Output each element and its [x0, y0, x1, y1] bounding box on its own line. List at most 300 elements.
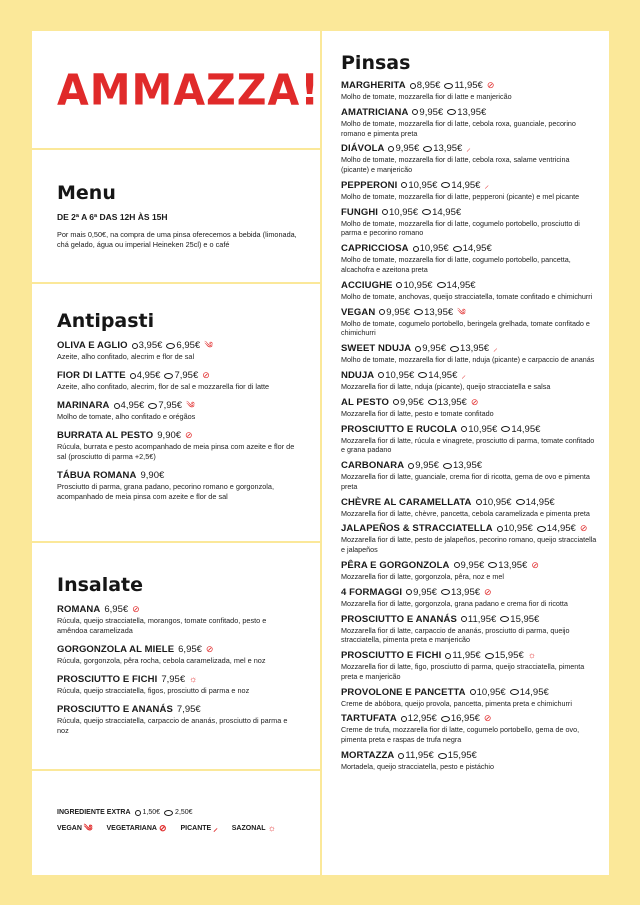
item-name: TARTUFATA [341, 713, 397, 725]
section-divider [32, 769, 320, 771]
item-description: Mozzarella fior di latte, gorgonzola, pêra, noz e mel [341, 571, 504, 581]
price-value: 14,95€ [432, 206, 462, 218]
menu-item [57, 704, 297, 736]
menu-item [341, 460, 599, 492]
item-header [341, 107, 599, 118]
small-size-icon [412, 109, 418, 115]
menu-item [341, 560, 599, 582]
extra-ingredient-row [57, 809, 307, 816]
item-price [414, 307, 453, 318]
item-header [341, 560, 599, 571]
price-value: 14,95€ [462, 243, 492, 255]
leaves-icon: ༄ [83, 823, 93, 833]
price-value: 10,95€ [468, 423, 498, 435]
item-name: FIOR DI LATTE [57, 370, 126, 382]
brand-logo: AMMAZZA! [57, 64, 320, 116]
item-price [114, 400, 145, 411]
large-size-icon [510, 689, 519, 695]
menu-item [341, 370, 599, 392]
item-price [444, 80, 482, 91]
price-value: 10,95€ [403, 279, 433, 291]
item-price [510, 687, 549, 698]
item-name: PROSCIUTTO E ANANÁS [341, 613, 457, 625]
item-price [161, 674, 185, 685]
large-size-icon [414, 309, 423, 315]
item-name: BURRATA AL PESTO [57, 430, 154, 442]
price-value: 9,95€ [422, 343, 447, 355]
price-value: 7,95€ [158, 400, 183, 412]
chili-icon: ⸝ [461, 369, 466, 380]
leaf-icon: ⊘ [185, 430, 193, 441]
small-size-icon [378, 372, 384, 378]
item-description: Molho de tomate, mozzarella fior di latte, cogumelo portobello, pancetta, alcachofra e azeitona preta [341, 255, 571, 275]
leaves-icon: ༄ [186, 400, 195, 411]
small-size-icon [461, 616, 467, 622]
menu-item [57, 674, 297, 696]
price-value: 15,95€ [447, 750, 477, 761]
large-size-icon [537, 526, 546, 532]
large-size-icon [164, 373, 173, 379]
item-price [157, 430, 181, 441]
small-size-icon [406, 589, 412, 595]
menu-item [341, 80, 599, 102]
price-value: 10,95€ [389, 206, 419, 218]
small-size-icon [454, 562, 460, 568]
insalate-list [57, 604, 297, 736]
price-value: 8,95€ [416, 80, 441, 91]
chili-icon: ⸝ [484, 179, 489, 190]
menu-item [341, 713, 599, 745]
item-price [488, 560, 527, 571]
large-size-icon [164, 810, 173, 816]
chili-icon: ⸝ [466, 143, 471, 154]
large-size-icon [423, 146, 432, 152]
item-header [341, 587, 599, 598]
item-header [341, 397, 599, 408]
item-header [57, 340, 297, 351]
item-name: PROSCIUTTO E RUCOLA [341, 423, 458, 435]
item-price [130, 370, 161, 381]
item-header [57, 430, 297, 441]
price-value: 7,95€ [161, 674, 186, 686]
item-description: Azeite, alho confitado, alecrim, flor de sal e mozzarella fior di latte [57, 382, 270, 392]
small-size-icon [413, 246, 419, 252]
item-price [401, 713, 437, 724]
price-value: 13,95€ [437, 396, 467, 408]
extra-label: INGREDIENTE EXTRA [57, 809, 131, 816]
menu-item [341, 397, 599, 419]
price-value: 6,95€ [178, 644, 202, 656]
item-name: CHÈVRE AL CARAMELLATA [341, 496, 472, 508]
item-header [341, 143, 599, 154]
menu-item [341, 650, 599, 682]
menu-item [57, 644, 297, 666]
item-description: Molho de tomate, anchovas, queijo stracciatella, tomate confitado e chimichurri [341, 291, 593, 301]
menu-note: Por mais 0,50€, na compra de uma pinsa oferecemos a bebida (limonada, chá gelado, água ou imperial Heineken 25cl) e o café [57, 230, 297, 250]
small-size-icon [401, 182, 407, 188]
chili-icon: ⸝ [213, 823, 218, 833]
price-value: 14,95€ [546, 523, 576, 535]
menu-item [57, 340, 297, 362]
price-value: 10,95€ [482, 496, 512, 508]
price-value: 10,95€ [476, 686, 506, 698]
item-name: NDUJA [341, 369, 375, 381]
item-price [148, 400, 182, 411]
small-size-icon [382, 209, 388, 215]
small-size-icon [410, 83, 416, 89]
large-size-icon [441, 716, 450, 722]
legend-vegan [57, 824, 93, 833]
item-name: SWEET NDUJA [341, 343, 412, 355]
menu-item [57, 604, 297, 636]
item-header [341, 750, 599, 761]
item-name: VEGAN [341, 306, 376, 318]
price-value: 7,95€ [174, 370, 199, 382]
item-header [341, 243, 599, 254]
price-value: 14,95€ [525, 496, 555, 508]
price-value: 10,95€ [419, 243, 449, 255]
legend-label: VEGAN [57, 825, 82, 832]
item-description: Mozzarella fior di latte, pesto e tomate confitado [341, 408, 494, 418]
item-description: Creme de trufa, mozzarella fior di latte, cogumelo portobello, gema de ovo, pimenta preta e raspas de trufa negra [341, 725, 580, 745]
item-price [441, 180, 480, 191]
item-name: CAPRICCIOSA [341, 243, 409, 255]
item-price [104, 604, 128, 615]
item-price [396, 280, 432, 291]
sun-icon: ☼ [189, 674, 198, 685]
menu-item [341, 280, 599, 302]
price-value: 9,95€ [395, 143, 420, 155]
leaf-icon: ⊘ [531, 559, 539, 570]
item-description: Molho de tomate, mozzarella fior di latte e manjericão [341, 92, 512, 101]
price-value: 9,95€ [460, 559, 485, 571]
item-price [443, 460, 482, 471]
item-name: OLIVA E AGLIO [57, 340, 128, 351]
small-size-icon [497, 526, 503, 532]
item-header [341, 370, 599, 381]
menu-item [57, 430, 297, 462]
item-name: PEPPERONI [341, 179, 398, 191]
item-name: CARBONARA [341, 460, 405, 472]
item-description: Mortadela, queijo stracciatella, pesto e pistáchio [341, 762, 495, 771]
small-size-icon [388, 146, 394, 152]
price-value: 11,95€ [452, 650, 481, 662]
item-header [341, 307, 599, 318]
leaf-icon: ⊘ [470, 396, 479, 407]
item-price [132, 340, 163, 351]
item-name: AL PESTO [341, 396, 389, 408]
item-description: Molho de tomate, mozzarella fior di latte, nduja (picante) e carpaccio de ananás [341, 355, 595, 365]
item-price [178, 644, 202, 655]
item-price [410, 80, 441, 91]
large-size-icon [443, 463, 452, 469]
price-value: 3,95€ [138, 340, 163, 351]
item-price [401, 180, 437, 191]
price-value: 10,95€ [503, 523, 533, 535]
item-name: PROSCIUTTO E FICHI [341, 650, 442, 662]
large-size-icon [447, 109, 456, 115]
item-price [415, 343, 446, 354]
price-value: 12,95€ [407, 713, 437, 725]
item-price [177, 704, 201, 715]
menu-item [341, 143, 599, 175]
item-header [341, 424, 599, 435]
item-header [341, 343, 599, 354]
item-header [341, 713, 599, 724]
item-price [140, 470, 164, 481]
small-size-icon [393, 399, 399, 405]
item-price [500, 614, 539, 625]
small-size-icon [401, 716, 407, 722]
item-description: Rúcula, gorgonzola, pêra rocha, cebola caramelizada, mel e noz [57, 656, 266, 666]
large-size-icon [516, 499, 525, 505]
item-name: TÁBUA ROMANA [57, 470, 137, 482]
leaf-icon: ⊘ [205, 644, 214, 655]
price-value: 11,95€ [405, 750, 434, 761]
menu-item [341, 687, 599, 709]
large-size-icon [453, 246, 462, 252]
item-price [537, 523, 576, 534]
item-header [341, 207, 599, 218]
price-value: 14,95€ [446, 279, 476, 291]
large-size-icon [441, 589, 450, 595]
large-size-icon [441, 182, 450, 188]
item-header [57, 604, 297, 615]
item-description: Mozzarella fior di latte, rúcula e vinagrete, prosciutto di parma, tomate confitado e grana padano [341, 435, 595, 455]
item-description: Prosciutto di parma, grana padano, pecorino romano e gorgonzola, acompanhado de meia pinsa com azeite e flor de sal [57, 482, 275, 502]
item-price [441, 587, 480, 598]
section-divider [32, 541, 320, 543]
large-size-icon [418, 372, 427, 378]
price-value: 14,95€ [511, 423, 541, 435]
item-description: Mozzarella fior di latte, carpaccio de ananás, prosciutto di parma, queijo stracciatella, pimenta preta e manjericão [341, 625, 570, 645]
menu-item [341, 243, 599, 275]
item-name: MORTAZZA [341, 750, 395, 761]
price-value: 15,95€ [494, 650, 524, 662]
menu-item [341, 614, 599, 646]
leaves-icon: ༄ [204, 340, 213, 350]
item-price [406, 587, 437, 598]
item-name: DIÁVOLA [341, 143, 385, 155]
legend-label: PICANTE [180, 825, 212, 832]
item-price [378, 370, 414, 381]
chili-icon: ⸝ [493, 343, 498, 354]
legend [57, 809, 307, 833]
item-header [341, 650, 599, 661]
item-description: Rúcula, queijo stracciatella, morangos, tomate confitado, pesto e amêndoa caramelizada [57, 616, 267, 636]
item-price [164, 370, 198, 381]
pinsas-title: Pinsas [341, 52, 411, 74]
item-description: Molho de tomate, cogumelo portobello, beringela grelhada, tomate confitado e chimichurri [341, 318, 590, 338]
menu-item [341, 750, 599, 772]
item-price [454, 560, 485, 571]
item-price [501, 424, 540, 435]
item-price [408, 460, 439, 471]
item-name: GORGONZOLA AL MIELE [57, 644, 175, 656]
item-header [341, 497, 599, 508]
price-value: 13,95€ [498, 559, 528, 571]
legend-tags [57, 824, 307, 833]
item-price [437, 280, 476, 291]
price-value: 14,95€ [428, 369, 458, 381]
item-name: PROSCIUTTO E ANANÁS [57, 704, 173, 716]
item-price [428, 397, 467, 408]
small-size-icon [398, 753, 404, 759]
leaf-icon: ⊘ [158, 823, 167, 833]
item-price [461, 614, 496, 625]
menu-item [341, 107, 599, 139]
large-size-icon [485, 653, 494, 659]
large-size-icon [438, 753, 447, 759]
item-description: Creme de abóbora, queijo provola, pancetta, pimenta preta e chimichurri [341, 698, 572, 708]
item-header [341, 180, 599, 191]
price-value: 16,95€ [450, 713, 480, 725]
price-value: 7,95€ [176, 704, 201, 716]
small-size-icon [135, 810, 141, 816]
price-value: 14,95€ [519, 686, 549, 698]
small-size-icon [408, 463, 414, 469]
pinsas-list [341, 80, 599, 772]
item-price [447, 107, 486, 118]
extra-small-price: 1,50€ [135, 809, 161, 816]
price-value: 9,95€ [386, 306, 411, 318]
large-size-icon [428, 399, 437, 405]
large-size-icon [166, 343, 175, 349]
item-name: ACCIUGHE [341, 279, 393, 291]
item-price [412, 107, 443, 118]
item-price [422, 207, 461, 218]
item-header [57, 370, 297, 381]
price-value: 6,95€ [104, 604, 129, 615]
item-name: MARGHERITA [341, 80, 406, 91]
item-price [418, 370, 457, 381]
menu-schedule: DE 2ª A 6ª DAS 12H ÀS 15H [57, 212, 168, 222]
item-price [441, 713, 480, 724]
section-divider [32, 148, 320, 150]
item-header [341, 280, 599, 291]
price-value: 10,95€ [408, 179, 438, 191]
price-value: 11,95€ [454, 80, 483, 91]
large-size-icon [437, 282, 446, 288]
item-description: Mozzarella fior di latte, chèvre, pancetta, cebola caramelizada e pimenta preta [341, 508, 590, 518]
menu-item [341, 523, 599, 555]
extra-large-price: 2,50€ [164, 809, 193, 816]
legend-label: VEGETARIANA [106, 825, 157, 832]
insalate-section [57, 574, 297, 744]
leaves-icon: ༄ [457, 306, 466, 317]
small-size-icon [470, 689, 476, 695]
large-size-icon [500, 616, 509, 622]
insalate-title: Insalate [57, 574, 144, 596]
price-value: 10,95€ [385, 369, 415, 381]
price-value: 4,95€ [120, 400, 145, 412]
item-description: Mozzarella fior di latte, guanciale, crema fior di ricotta, gema de ovo e pimenta preta [341, 472, 590, 491]
price-value: 9,95€ [419, 106, 444, 118]
item-description: Molho de tomate, alho confitado e orégãos [57, 412, 196, 422]
item-header [341, 687, 599, 698]
item-description: Mozzarella fior di latte, nduja (picante), queijo stracciatella e salsa [341, 381, 551, 391]
item-description: Molho de tomate, mozzarella fior di latte, cebola roxa, salame ventricina (picante) e manjericão [341, 155, 570, 175]
item-description: Mozzarella fior di latte, figo, prosciutto di parma, queijo stracciatella, pimenta preta e manjericão [341, 662, 585, 681]
menu-item [341, 207, 599, 239]
item-description: Rúcula, queijo stracciatella, carpaccio de ananás, prosciutto di parma e noz [57, 716, 288, 736]
item-header [57, 400, 297, 411]
item-description: Molho de tomate, mozzarella fior di latte, pepperoni (picante) e mel picante [341, 191, 580, 201]
menu-item [57, 400, 297, 422]
price-value: 13,95€ [457, 106, 487, 118]
menu-item [341, 180, 599, 202]
item-name: MARINARA [57, 400, 110, 412]
leaf-icon: ⊘ [483, 713, 492, 724]
item-description: Azeite, alho confitado, alecrim e flor de sal [57, 352, 195, 361]
item-price [166, 340, 200, 351]
menu-item [341, 497, 599, 519]
small-size-icon [130, 373, 136, 379]
menu-item [341, 307, 599, 339]
item-header [57, 470, 297, 481]
item-description: Mozzarella fior di latte, gorgonzola, grana padano e crema fior di ricotta [341, 598, 568, 608]
small-size-icon [461, 426, 467, 432]
item-price [388, 143, 419, 154]
item-price [413, 243, 449, 254]
price-value: 13,95€ [424, 306, 454, 318]
item-header [341, 460, 599, 471]
leaf-icon: ⊘ [486, 80, 495, 90]
price-value: 6,95€ [176, 340, 201, 351]
small-size-icon [114, 403, 120, 409]
section-divider [32, 282, 320, 284]
leaf-icon: ⊘ [202, 370, 210, 381]
small-size-icon [132, 343, 138, 349]
antipasti-list [57, 340, 297, 502]
price-value: 9,95€ [415, 460, 439, 472]
menu-section [57, 182, 297, 250]
pinsas-section [341, 52, 599, 777]
item-price [485, 650, 524, 661]
item-name: ROMANA [57, 604, 101, 615]
leaf-icon: ⊘ [579, 523, 588, 534]
small-size-icon [415, 346, 421, 352]
item-price [379, 307, 410, 318]
item-name: 4 FORMAGGI [341, 586, 403, 598]
item-description: Molho de tomate, mozzarella fior di latte, cogumelo portobello, prosciutto di parma e pecorino romano [341, 218, 580, 238]
large-size-icon [422, 209, 431, 215]
item-header [57, 674, 297, 685]
menu-item [57, 370, 297, 392]
item-name: AMATRICIANA [341, 106, 409, 118]
item-price [398, 750, 433, 761]
small-size-icon [379, 309, 385, 315]
price-value: 14,95€ [451, 179, 481, 191]
legend-label: SAZONAL [231, 825, 266, 832]
item-price [497, 523, 533, 534]
antipasti-section [57, 310, 297, 510]
menu-item [341, 343, 599, 365]
item-name: JALAPEÑOS & STRACCIATELLA [341, 523, 493, 535]
large-size-icon [444, 83, 453, 89]
price-value: 15,95€ [510, 613, 540, 625]
item-name: FUNGHI [341, 206, 379, 218]
price-value: 13,95€ [450, 586, 481, 598]
legend-vegetariana [107, 824, 167, 833]
price-value: 13,95€ [433, 143, 463, 155]
item-description: Rúcula, queijo stracciatella, figos, prosciutto di parma e noz [57, 686, 250, 696]
large-size-icon [148, 403, 157, 409]
menu-title: Menu [57, 182, 116, 204]
leaf-icon: ⊘ [484, 586, 492, 597]
sun-icon: ☼ [267, 823, 276, 833]
item-name: PROVOLONE E PANCETTA [341, 686, 466, 698]
